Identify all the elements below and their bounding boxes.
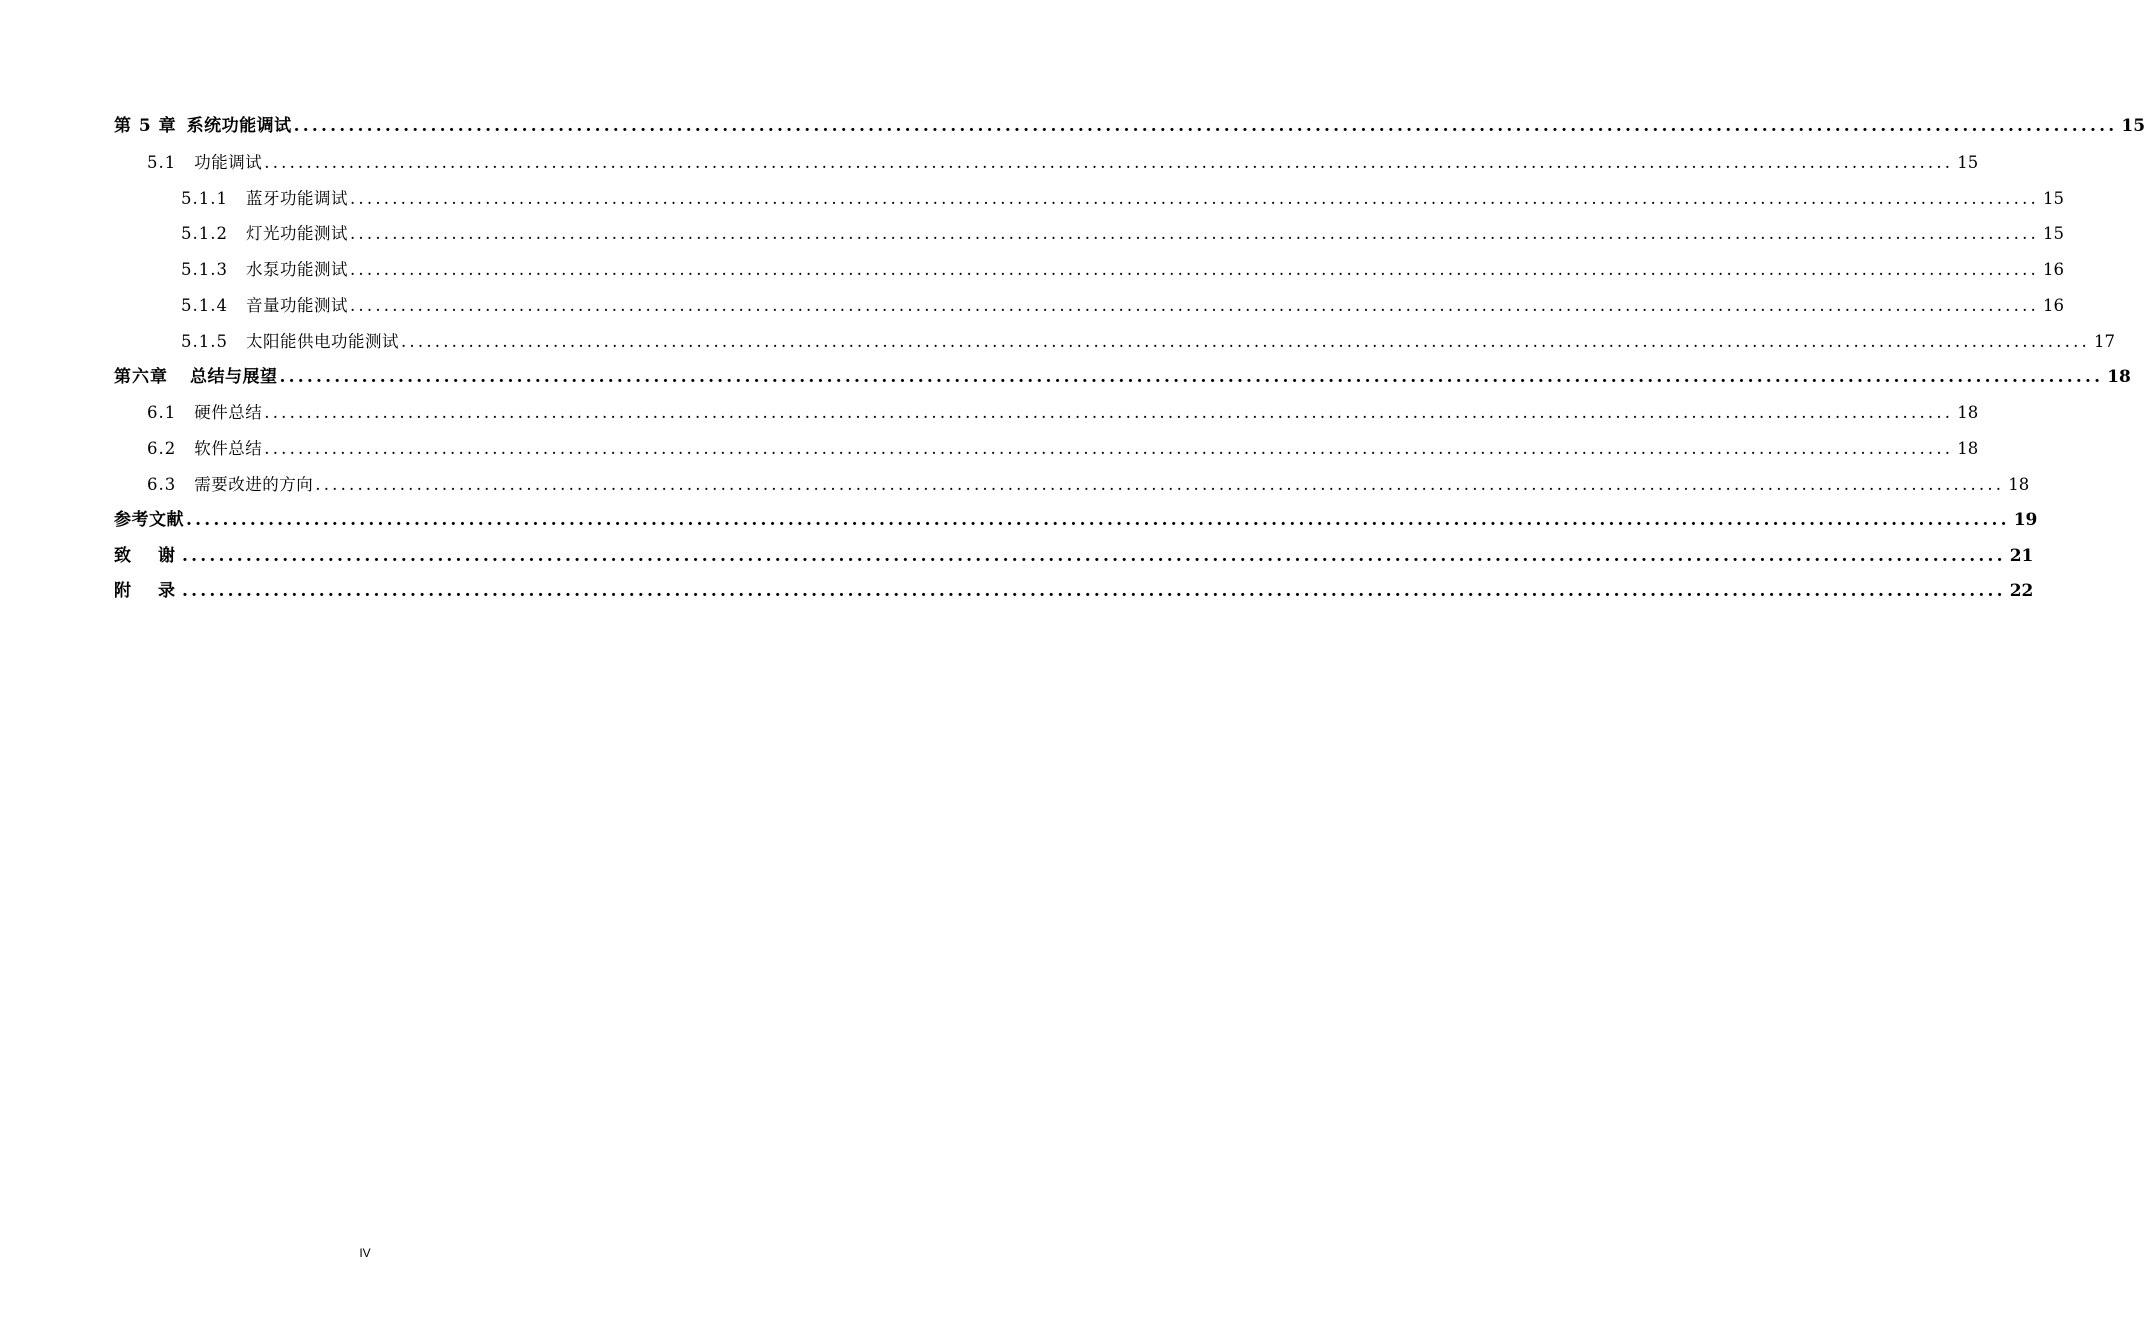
toc-entry-page: 17 xyxy=(2093,331,2115,351)
toc-entry[interactable] xyxy=(114,574,2034,610)
dot-leader: ........................................................................................................................................................................................................ xyxy=(293,116,2118,136)
toc-entry-number: 5.1.2 xyxy=(181,224,228,244)
toc-entry-title: 音量功能测试 xyxy=(245,295,348,315)
toc-entry-page: 22 xyxy=(2009,581,2034,602)
toc-entry-number: 6.3 xyxy=(147,474,177,494)
toc-entry-title: 功能调试 xyxy=(194,152,263,172)
toc-entry[interactable] xyxy=(114,288,2064,324)
toc-entry[interactable] xyxy=(114,216,2064,252)
toc-entry-page: 15 xyxy=(2042,224,2064,244)
toc-entry-page: 18 xyxy=(2107,366,2131,387)
toc-entry-page: 18 xyxy=(1957,439,1979,459)
dot-leader: ........................................................................................................................................................................................................ xyxy=(182,545,2006,566)
toc-entry-title: 参考文献 xyxy=(114,509,184,530)
toc-entry-title: 蓝牙功能调试 xyxy=(245,188,348,208)
toc-entry[interactable] xyxy=(114,503,2038,539)
dot-leader: ........................................................................................................................................................................................................ xyxy=(264,403,1954,423)
toc-entry[interactable] xyxy=(114,395,1979,431)
dot-leader: ........................................................................................................................................................................................................ xyxy=(349,224,2039,244)
toc-entry-page: 16 xyxy=(2042,260,2064,280)
toc-entry-title: 需要改进的方向 xyxy=(194,474,314,494)
toc-entry-page: 21 xyxy=(2009,545,2034,566)
toc-entry[interactable] xyxy=(114,181,2064,217)
toc-entry[interactable] xyxy=(114,467,2030,503)
toc-entry-page: 16 xyxy=(2042,295,2064,315)
toc-entry[interactable] xyxy=(114,360,2131,396)
toc-entry-number: 5.1.4 xyxy=(181,295,228,315)
toc-entry-number: 5.1 xyxy=(147,152,177,172)
toc-entry-title: 致 谢 xyxy=(114,545,180,566)
toc-entry-title: 总结与展望 xyxy=(190,366,278,387)
toc-entry[interactable] xyxy=(114,324,2115,360)
toc-entry-page: 15 xyxy=(2042,188,2064,208)
dot-leader: ........................................................................................................................................................................................................ xyxy=(264,439,1954,459)
toc-entry-number: 5.1.3 xyxy=(181,260,228,280)
dot-leader: ........................................................................................................................................................................................................ xyxy=(279,366,2104,387)
dot-leader: ........................................................................................................................................................................................................ xyxy=(315,474,2005,494)
toc-entry[interactable] xyxy=(114,252,2064,288)
toc-entry-number: 5.1.5 xyxy=(181,331,228,351)
toc-entry-title: 附 录 xyxy=(114,581,180,602)
toc-entry-number: 第六章 xyxy=(114,366,168,387)
toc-entry-title: 太阳能供电功能测试 xyxy=(245,331,399,351)
toc-entry-title: 水泵功能测试 xyxy=(245,260,348,280)
dot-leader: ........................................................................................................................................................................................................ xyxy=(400,331,2090,351)
toc-entry-page: 15 xyxy=(2121,116,2145,136)
toc-entry-title: 硬件总结 xyxy=(194,403,263,423)
dot-leader: ........................................................................................................................................................................................................ xyxy=(264,152,1954,172)
dot-leader: ........................................................................................................................................................................................................ xyxy=(349,260,2039,280)
dot-leader: ........................................................................................................................................................................................................ xyxy=(349,188,2039,208)
toc-entry-title: 软件总结 xyxy=(194,439,263,459)
dot-leader: ........................................................................................................................................................................................................ xyxy=(186,509,2010,530)
dot-leader: ........................................................................................................................................................................................................ xyxy=(182,581,2006,602)
page-number: IV xyxy=(359,1246,371,1260)
toc-entry[interactable] xyxy=(114,431,1979,467)
toc-entry-number: 6.2 xyxy=(147,439,177,459)
toc-entry-number: 5.1.1 xyxy=(181,188,228,208)
toc-entry-number: 第 5 章 xyxy=(114,116,177,136)
toc-entry-title: 系统功能调试 xyxy=(186,116,292,136)
toc-entry[interactable] xyxy=(114,539,2034,575)
toc-entry-title: 灯光功能测试 xyxy=(245,224,348,244)
toc-entry-number: 6.1 xyxy=(147,403,177,423)
toc-entry-page: 19 xyxy=(2013,509,2038,530)
table-of-contents xyxy=(114,109,2145,610)
dot-leader: ........................................................................................................................................................................................................ xyxy=(349,295,2039,315)
toc-entry[interactable] xyxy=(114,145,1979,181)
toc-entry-page: 18 xyxy=(2008,474,2030,494)
toc-entry-page: 15 xyxy=(1957,152,1979,172)
toc-entry[interactable] xyxy=(114,109,2145,145)
toc-entry-page: 18 xyxy=(1957,403,1979,423)
